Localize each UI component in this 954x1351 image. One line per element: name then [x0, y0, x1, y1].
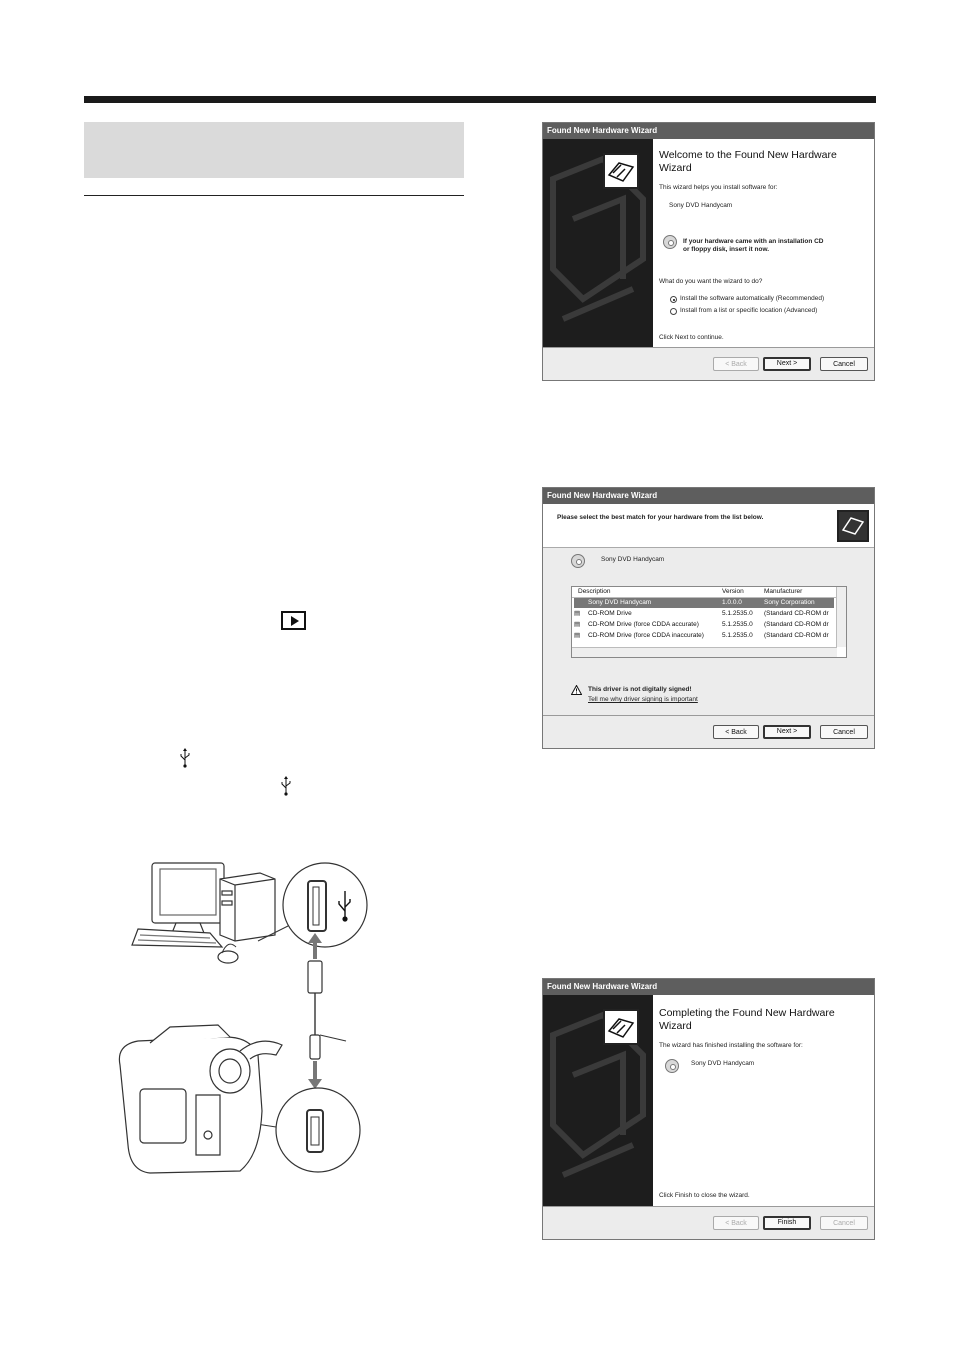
- computer-keyboard: [132, 929, 222, 947]
- unsigned-driver-warning: This driver is not digitally signed!: [588, 686, 692, 693]
- column-manufacturer[interactable]: Manufacturer: [764, 588, 803, 595]
- device-name: Sony DVD Handycam: [601, 556, 665, 563]
- driver-version: 5.1.2535.0: [722, 621, 753, 628]
- cancel-button[interactable]: Cancel: [820, 357, 868, 371]
- option-manual-label: Install from a list or specific location (Advanced): [680, 307, 818, 314]
- driver-version: 1.0.0.0: [722, 599, 742, 606]
- top-rule: [84, 96, 876, 103]
- cdrom-icon: ▤: [574, 632, 581, 639]
- continue-text: Click Next to continue.: [659, 334, 724, 341]
- usb-icon: [281, 776, 291, 796]
- cdrom-icon: ▤: [574, 621, 581, 628]
- cancel-button[interactable]: Cancel: [820, 1216, 868, 1230]
- wizard-heading: Completing the Found New Hardware Wizard: [659, 1007, 835, 1032]
- computer-mouse: [218, 951, 238, 963]
- device-name: Sony DVD Handycam: [691, 1060, 755, 1067]
- camcorder: [119, 1025, 282, 1173]
- dialog-title: Found New Hardware Wizard: [543, 979, 874, 995]
- section-header-box: [84, 122, 464, 178]
- driver-row[interactable]: [574, 609, 834, 619]
- list-header: [572, 587, 836, 598]
- back-button[interactable]: < Back: [713, 725, 759, 739]
- usb-plug: [308, 961, 322, 993]
- option-auto-label: Install the software automatically (Recommended): [680, 295, 825, 302]
- driver-version: 5.1.2535.0: [722, 610, 753, 617]
- driver-row[interactable]: [574, 620, 834, 630]
- finish-instruction: Click Finish to close the wizard.: [659, 1192, 750, 1199]
- driver-manufacturer: Sony Corporation: [764, 599, 815, 606]
- driver-row[interactable]: [574, 598, 834, 608]
- dialog-footer: [543, 1206, 874, 1239]
- back-button[interactable]: < Back: [713, 357, 759, 371]
- computer-tower: [220, 873, 275, 941]
- driver-list[interactable]: [571, 586, 847, 658]
- driver-manufacturer: (Standard CD-ROM dr: [764, 621, 829, 628]
- play-icon: [281, 611, 306, 630]
- driver-description: CD-ROM Drive (force CDDA inaccurate): [588, 632, 704, 639]
- driver-description: Sony DVD Handycam: [588, 599, 652, 606]
- usb-connection-illustration: [110, 855, 380, 1185]
- wizard-question: What do you want the wizard to do?: [659, 278, 763, 285]
- driver-description: CD-ROM Drive: [588, 610, 632, 617]
- device-icon: [571, 554, 585, 568]
- driver-manufacturer: (Standard CD-ROM dr: [764, 632, 829, 639]
- warning-icon: [571, 685, 582, 695]
- radio-install-automatically[interactable]: [670, 296, 677, 303]
- cd-instruction-line2: or floppy disk, insert it now.: [683, 246, 770, 253]
- cdrom-icon: ▤: [574, 610, 581, 617]
- next-button[interactable]: Next >: [763, 725, 811, 739]
- radio-install-from-list[interactable]: [670, 308, 677, 315]
- driver-row[interactable]: [574, 631, 834, 641]
- wizard-heading: Welcome to the Found New Hardware Wizard: [659, 149, 837, 174]
- device-icon: [665, 1059, 679, 1073]
- hardware-icon: [603, 153, 639, 189]
- column-description[interactable]: Description: [578, 588, 611, 595]
- cancel-button[interactable]: Cancel: [820, 725, 868, 739]
- wizard-intro: This wizard helps you install software for:: [659, 184, 778, 191]
- dialog-footer: [543, 347, 874, 380]
- cd-instruction-line1: If your hardware came with an installation CD: [683, 238, 824, 245]
- driver-version: 5.1.2535.0: [722, 632, 753, 639]
- driver-description: CD-ROM Drive (force CDDA accurate): [588, 621, 699, 628]
- wizard-header-panel: [543, 504, 874, 548]
- dialog-footer: [543, 715, 874, 748]
- dialog-title: Found New Hardware Wizard: [543, 488, 874, 504]
- dialog-title: Found New Hardware Wizard: [543, 123, 874, 139]
- device-name: Sony DVD Handycam: [669, 202, 733, 209]
- cd-icon: [663, 235, 677, 249]
- finish-button[interactable]: Finish: [763, 1216, 811, 1230]
- horizontal-scrollbar[interactable]: [572, 647, 837, 657]
- driver-signing-link[interactable]: Tell me why driver signing is important: [588, 696, 698, 703]
- driver-manufacturer: (Standard CD-ROM dr: [764, 610, 829, 617]
- back-button[interactable]: < Back: [713, 1216, 759, 1230]
- column-version[interactable]: Version: [722, 588, 744, 595]
- wizard-heading: Please select the best match for your hardware from the list below.: [557, 514, 764, 521]
- section-divider: [84, 195, 464, 196]
- hardware-icon: [603, 1009, 639, 1045]
- wizard-intro: The wizard has finished installing the software for:: [659, 1042, 803, 1049]
- usb-icon: [180, 748, 190, 768]
- computer-monitor: [152, 863, 224, 933]
- wizard-select-driver-dialog: [542, 487, 875, 749]
- next-button[interactable]: Next >: [763, 357, 811, 371]
- wizard-complete-dialog: [542, 978, 875, 1240]
- wizard-welcome-dialog: [542, 122, 875, 381]
- vertical-scrollbar[interactable]: [836, 587, 846, 647]
- hardware-icon: [837, 510, 869, 542]
